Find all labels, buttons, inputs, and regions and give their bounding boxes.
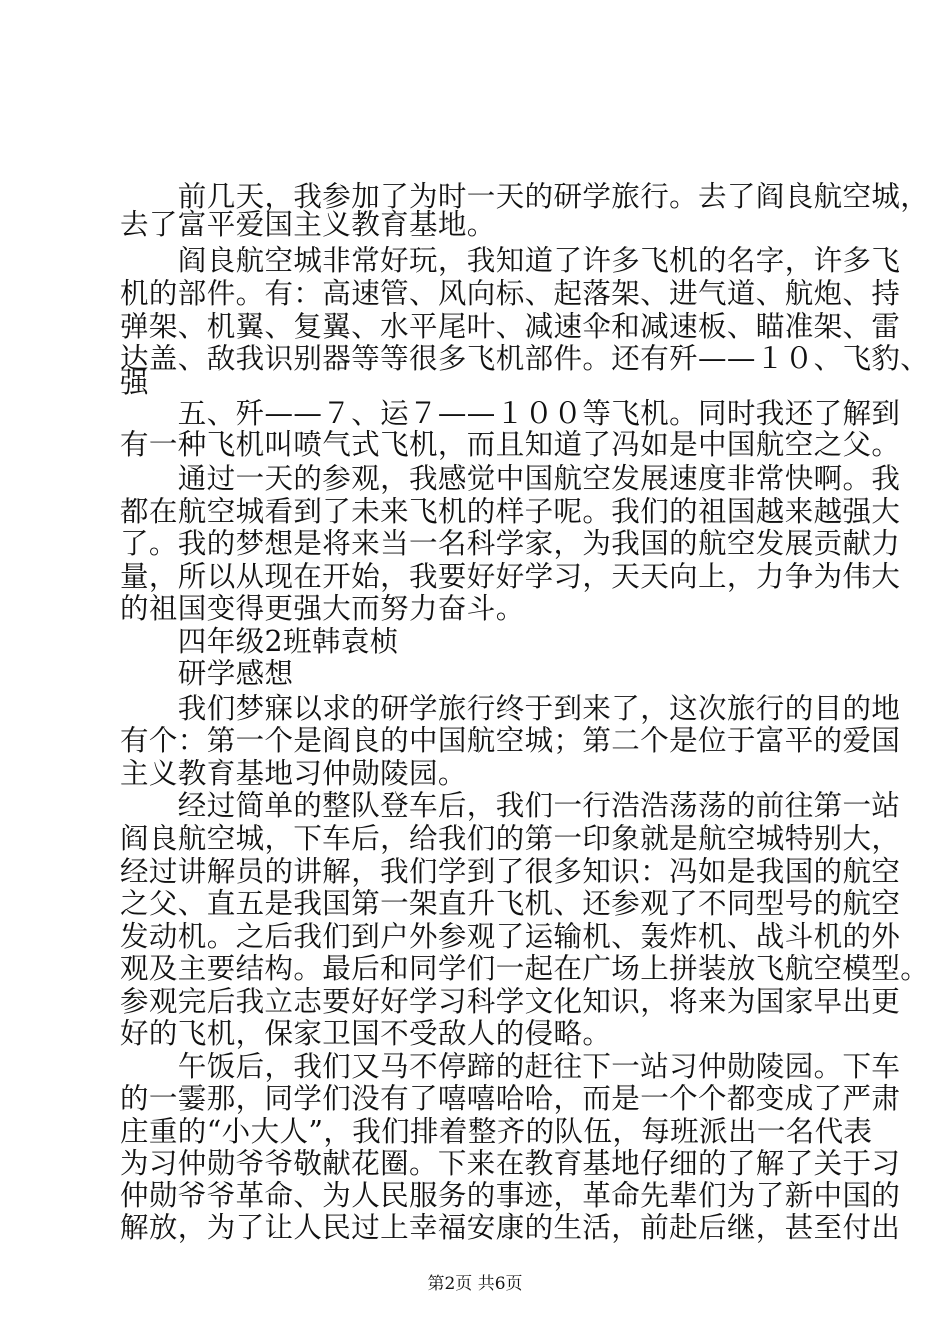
text-line: 我们梦寐以求的研学旅行终于到来了，这次旅行的目的地 [120, 692, 901, 725]
text-line: 午饭后，我们又马不停蹄的赶往下一站习仲勋陵园。下车 [120, 1050, 901, 1083]
text-line: 了。我的梦想是将来当一名科学家，为我国的航空发展贡献力 [120, 527, 901, 560]
text-line: 前几天，我参加了为时一天的研学旅行。去了阎良航空城， [120, 180, 930, 213]
text-line: 强 [120, 366, 149, 399]
text-line: 仲勋爷爷革命、为人民服务的事迹，革命先辈们为了新中国的 [120, 1179, 901, 1212]
text-line: 研学感想 [120, 657, 294, 690]
text-line: 为习仲勋爷爷敬献花圈。下来在教育基地仔细的了解了关于习 [120, 1147, 901, 1180]
text-line: 量，所以从现在开始，我要好好学习，天天向上，力争为伟大 [120, 560, 901, 593]
text-line: 都在航空城看到了未来飞机的样子呢。我们的祖国越来越强大 [120, 495, 901, 528]
text-line: 机的部件。有：高速管、风向标、起落架、进气道、航炮、持 [120, 277, 901, 310]
text-line: 达盖、敌我识别器等等很多飞机部件。还有歼——１０、飞豹、 [120, 342, 930, 375]
text-line: 好的飞机，保家卫国不受敌人的侵略。 [120, 1017, 612, 1050]
text-line: 经过简单的整队登车后，我们一行浩浩荡荡的前往第一站 [120, 789, 901, 822]
text-line: 阎良航空城，下车后，给我们的第一印象就是航空城特别大， [120, 822, 901, 855]
text-line: 有个：第一个是阎良的中国航空城；第二个是位于富平的爱国 [120, 724, 901, 757]
text-line: 弹架、机翼、复翼、水平尾叶、减速伞和减速板、瞄准架、雷 [120, 310, 901, 343]
text-line: 通过一天的参观，我感觉中国航空发展速度非常快啊。我 [120, 462, 901, 495]
text-line: 发动机。之后我们到户外参观了运输机、轰炸机、战斗机的外 [120, 920, 901, 953]
text-line: 庄重的“小大人”，我们排着整齐的队伍，每班派出一名代表 [120, 1115, 873, 1148]
text-line: 参观完后我立志要好好学习科学文化知识，将来为国家早出更 [120, 985, 901, 1018]
page-number-footer: 第2页 共6页 [427, 1274, 523, 1294]
text-line: 的祖国变得更强大而努力奋斗。 [120, 592, 525, 625]
text-line: 解放，为了让人民过上幸福安康的生活，前赴后继，甚至付出 [120, 1211, 901, 1244]
text-line: 五、歼——７、运７——１００等飞机。同时我还了解到 [120, 397, 901, 430]
text-line: 观及主要结构。最后和同学们一起在广场上拼装放飞航空模型。 [120, 952, 930, 985]
text-line: 阎良航空城非常好玩，我知道了许多飞机的名字，许多飞 [120, 244, 901, 277]
text-line: 的一霎那，同学们没有了嘻嘻哈哈，而是一个个都变成了严肃 [120, 1082, 901, 1115]
text-line: 经过讲解员的讲解，我们学到了很多知识：冯如是我国的航空 [120, 855, 901, 888]
text-line: 四年级2班韩袁桢 [120, 625, 399, 658]
text-line: 主义教育基地习仲勋陵园。 [120, 757, 467, 790]
text-line: 有一种飞机叫喷气式飞机，而且知道了冯如是中国航空之父。 [120, 428, 901, 461]
text-line: 去了富平爱国主义教育基地。 [120, 208, 496, 241]
text-line: 之父、直五是我国第一架直升飞机、还参观了不同型号的航空 [120, 887, 901, 920]
